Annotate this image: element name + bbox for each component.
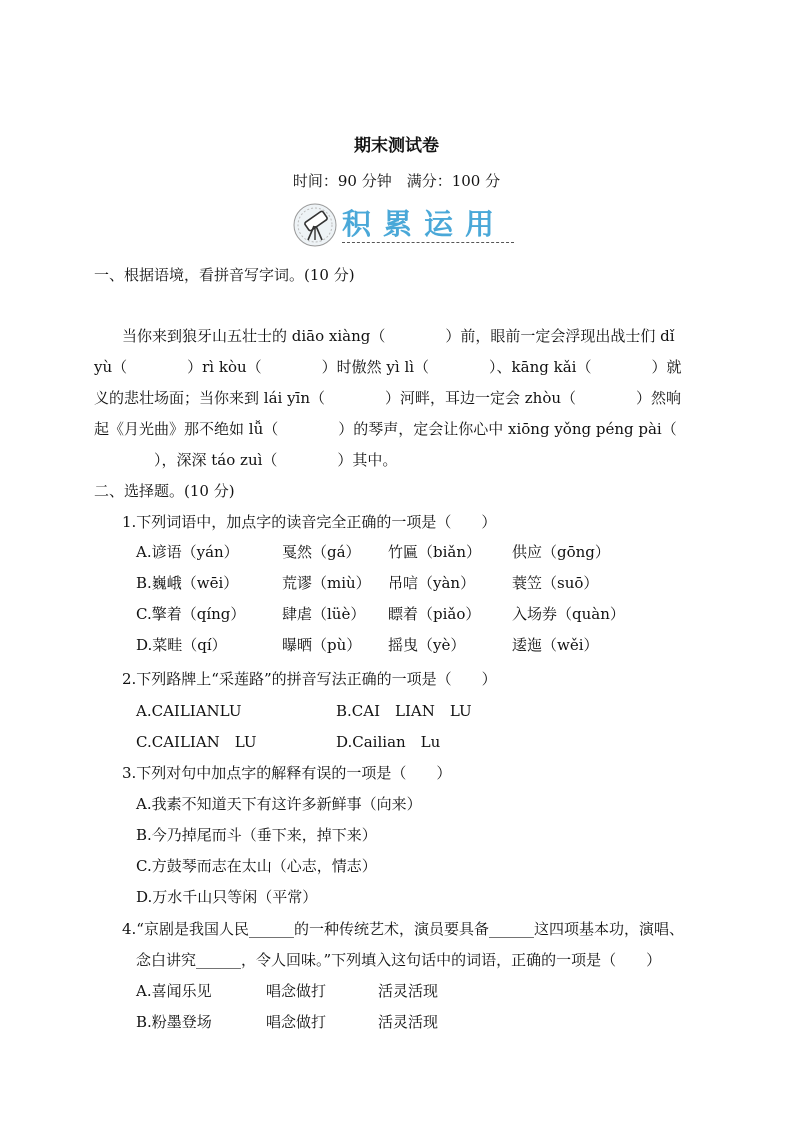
q3-option-d: D.万水千山只等闲（平常） <box>136 888 318 906</box>
section1-heading: 一、根据语境，看拼音写字词。(10 分) <box>94 266 355 284</box>
q2-stem: 2.下列路牌上“采莲路”的拼音写法正确的一项是（ ） <box>122 670 497 688</box>
banner-text: 积累运用 <box>342 207 507 241</box>
q1-option-c: C.擎着（qíng） 肆虐（lüè） 瞟着（piǎo） 入场券（quàn） <box>136 605 625 623</box>
section1-line-2: yù（ ）rì kòu（ ）时傲然 yì lì（ ）、kāng kǎi（ ）就 <box>94 358 682 376</box>
section1-line-1: 当你来到狼牙山五壮士的 diāo xiàng（ ）前，眼前一定会浮现出战士们 dǐ <box>122 327 675 345</box>
q2-options-row-1: A.CAILIANLU B.CAI LIAN LU <box>136 702 472 720</box>
q1-stem: 1.下列词语中，加点字的读音完全正确的一项是（ ） <box>122 513 497 531</box>
q1-option-a: A.谚语（yán） 戛然（gá） 竹匾（biǎn） 供应（gōng） <box>136 543 610 561</box>
q1-option-b: B.巍峨（wēi） 荒谬（miù） 吊唁（yàn） 蓑笠（suō） <box>136 574 599 592</box>
section1-line-3: 义的悲壮场面；当你来到 lái yīn（ ）河畔，耳边一定会 zhòu（ ）然响 <box>94 389 682 407</box>
q4-option-b: B.粉墨登场 唱念做打 活灵活现 <box>136 1013 439 1031</box>
section1-line-4: 起《月光曲》那不绝如 lǚ（ ）的琴声，定会让你心中 xiōng yǒng péng pài（ <box>94 420 677 438</box>
page-title: 期末测试卷 <box>354 136 439 156</box>
q1-option-d: D.菜畦（qí） 曝晒（pù） 摇曳（yè） 逶迤（wěi） <box>136 636 599 654</box>
q4-stem-line-1: 4.“京剧是我国人民______的一种传统艺术，演员要具备______这四项基本功，演唱、 <box>122 920 684 938</box>
q3-option-c: C.方鼓琴而志在太山（心志，情志） <box>136 857 377 875</box>
q4-stem-line-2: 念白讲究______，令人回味。”下列填入这句话中的词语，正确的一项是（ ） <box>136 951 662 969</box>
section2-heading: 二、选择题。(10 分) <box>94 482 235 500</box>
section1-line-5: ），深深 táo zuì（ ）其中。 <box>94 451 398 469</box>
q3-stem: 3.下列对句中加点字的解释有误的一项是（ ） <box>122 764 452 782</box>
section-banner <box>292 200 522 250</box>
exam-time-score: 时间：90 分钟 满分：100 分 <box>292 172 501 190</box>
q3-option-a: A.我素不知道天下有这许多新鲜事（向来） <box>136 795 422 813</box>
telescope-icon <box>292 202 338 248</box>
q3-option-b: B.今乃掉尾而斗（垂下来，掉下来） <box>136 826 377 844</box>
q2-options-row-2: C.CAILIAN LU D.Cailian Lu <box>136 733 441 751</box>
banner-underline <box>342 242 514 243</box>
q4-option-a: A.喜闻乐见 唱念做打 活灵活现 <box>136 982 439 1000</box>
